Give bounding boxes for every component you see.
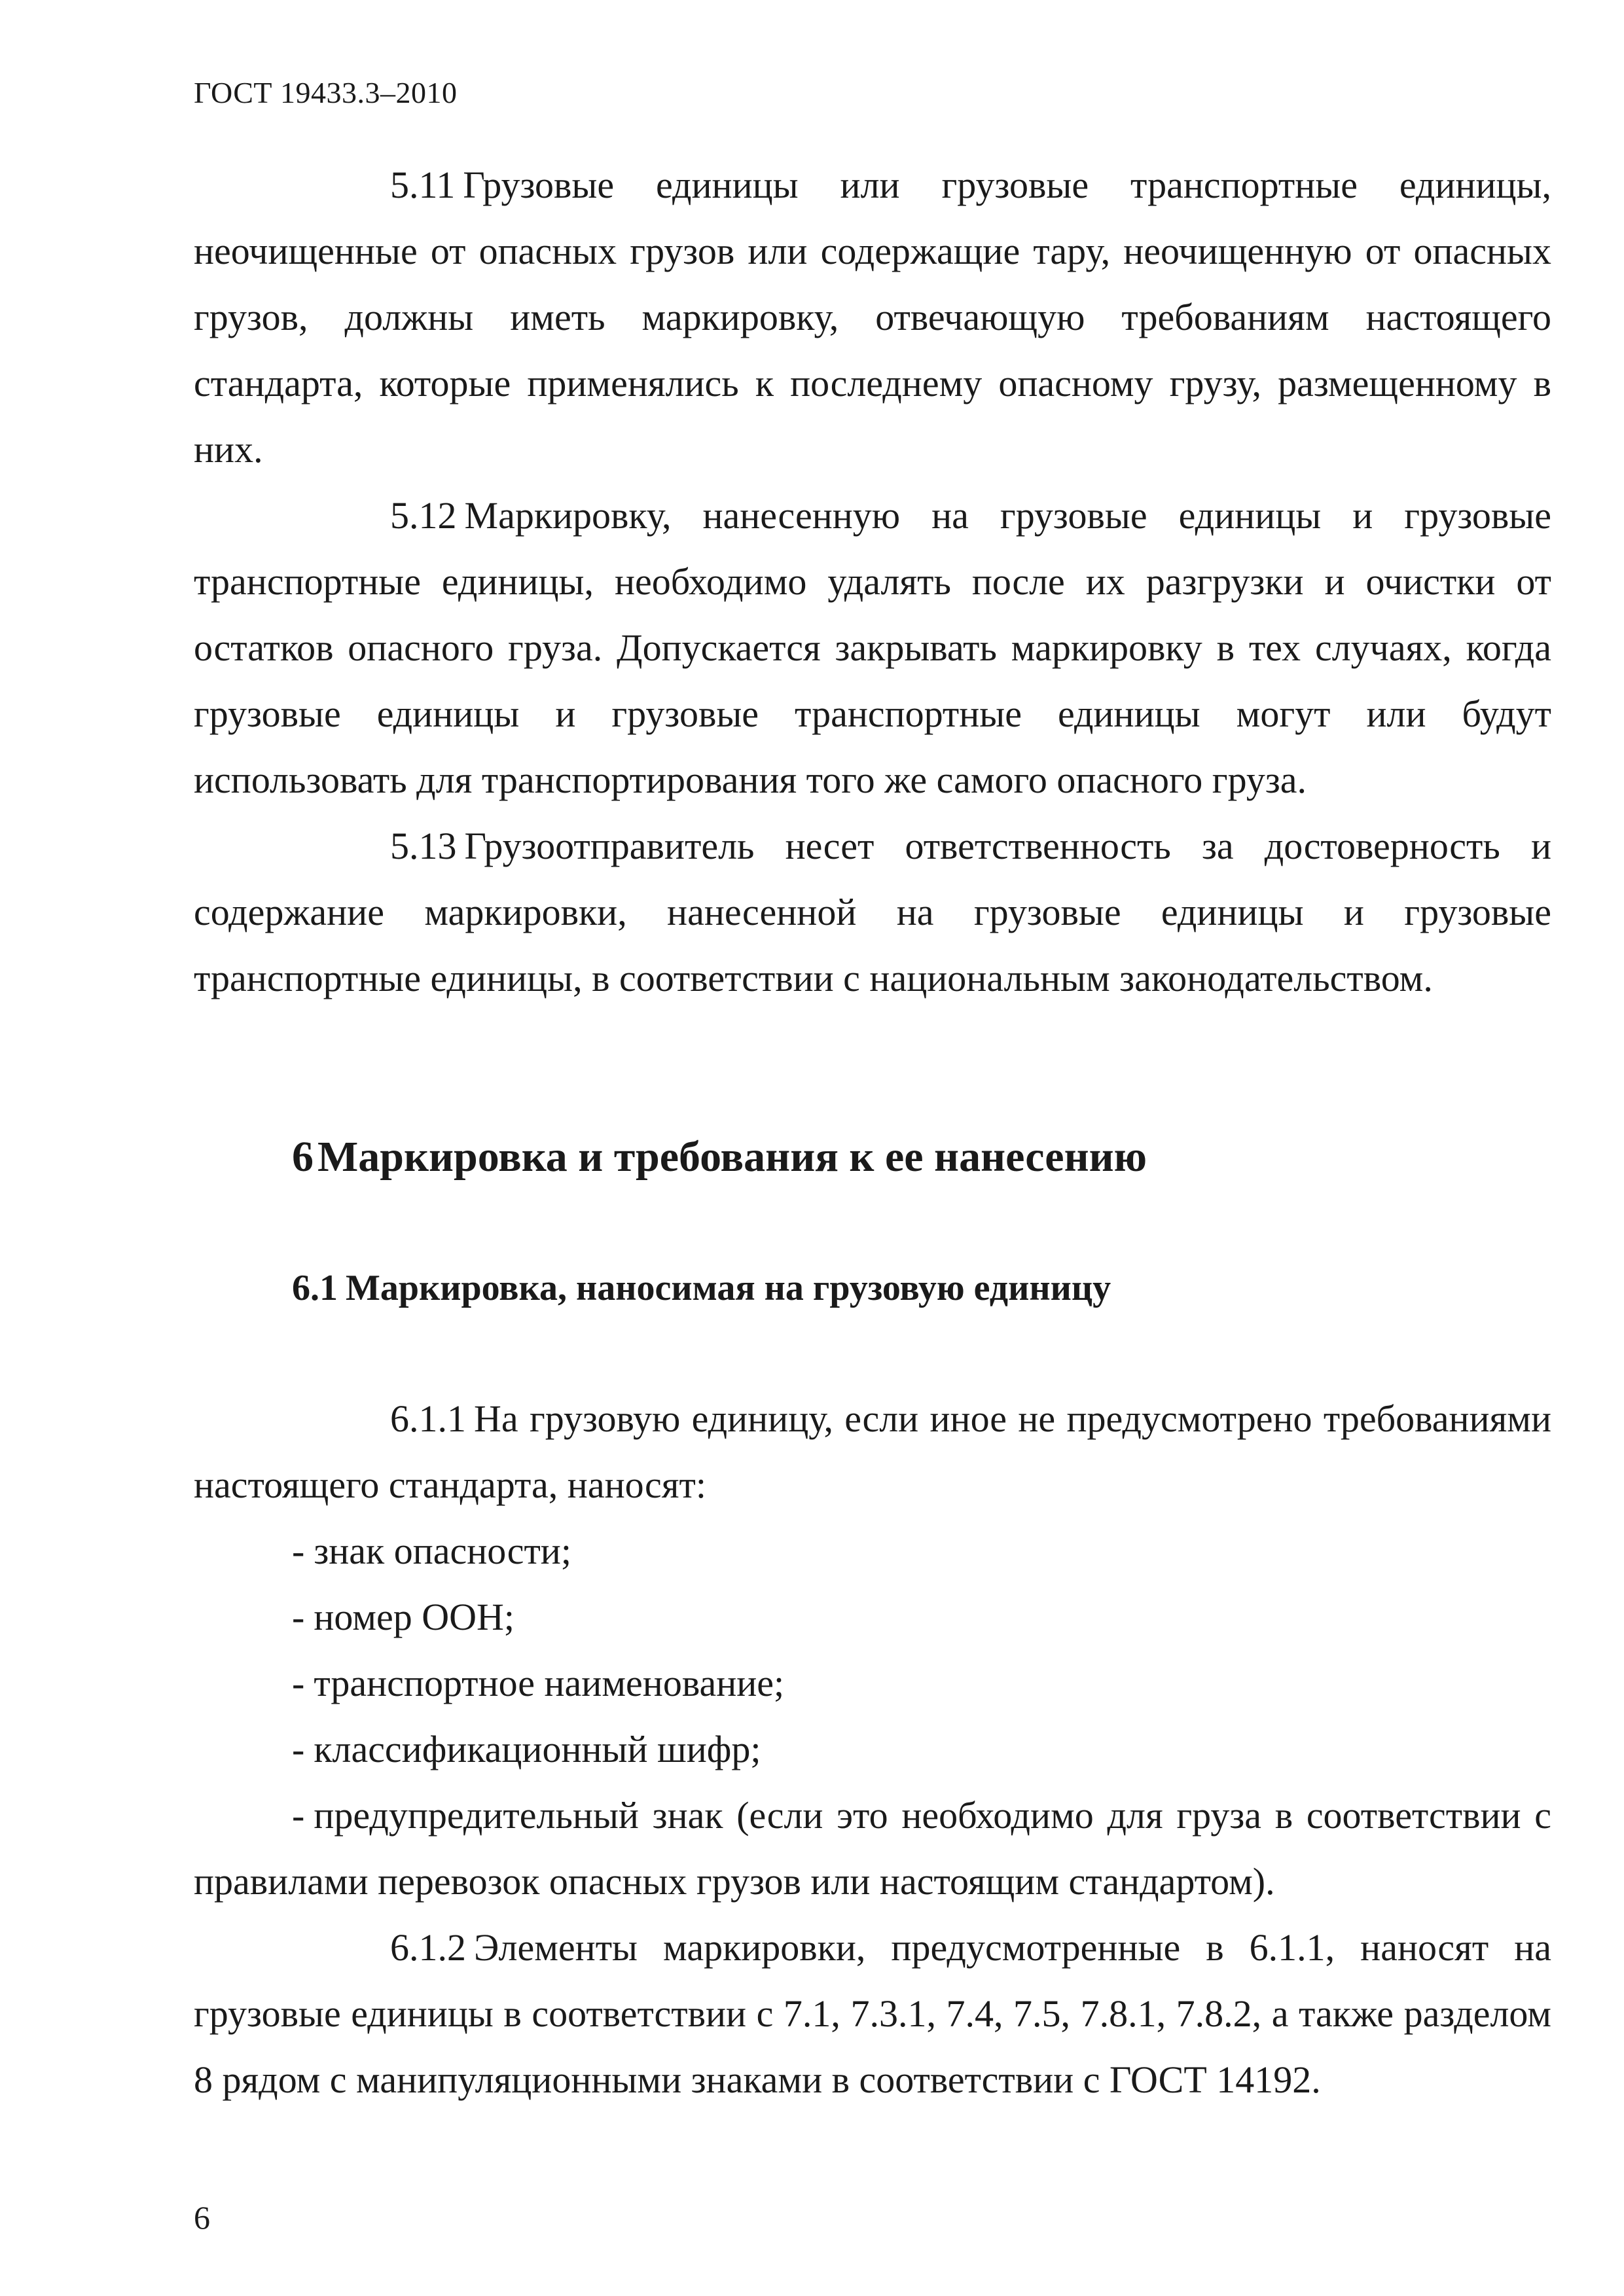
marking-elements-list — [194, 1518, 1551, 1914]
list-item-text: номер ООН; — [314, 1596, 514, 1638]
list-item-text: транспортное наименование; — [314, 1662, 785, 1704]
list-item-text: классификационный шифр; — [314, 1728, 761, 1770]
page-number: 6 — [194, 2199, 210, 2236]
list-marker: - — [292, 1530, 305, 1572]
list-item — [194, 1518, 1551, 1584]
clause-text: Грузоотправитель несет ответственность за достоверность и содержание маркировки, нанесенной на грузовые единицы и грузовые транспортные единицы, в соответствии с национальным законодательством. — [194, 825, 1551, 999]
clause-text: Грузовые единицы или грузовые транспортные единицы, неочищенные от опасных грузов или содержащие тару, неочищенную от опасных грузов, должны иметь маркировку, отвечающую требованиям настоящего стандарта, которые применялись к последнему опасному грузу, размещенному в них. — [194, 164, 1551, 471]
clause-5-11 — [194, 152, 1551, 482]
document-header — [194, 73, 458, 113]
clause-5-13 — [194, 813, 1551, 1011]
page-content — [194, 152, 1551, 2113]
clause-text: На грузовую единицу, если иное не предусмотрено требованиями настоящего стандарта, наносят: — [194, 1397, 1551, 1506]
list-item-text: знак опасности; — [314, 1530, 571, 1572]
standard-code: ГОСТ 19433.3–2010 — [194, 76, 458, 109]
list-item — [194, 1782, 1551, 1914]
clause-6-1-1 — [194, 1386, 1551, 1518]
clause-text: Элементы маркировки, предусмотренные в 6.1.1, наносят на грузовые единицы в соответствии с 7.1, 7.3.1, 7.4, 7.5, 7.8.1, 7.8.2, а также разделом 8 рядом с манипуляционными знаками в соответствии с ГОСТ 14192. — [194, 1926, 1551, 2101]
list-item — [194, 1650, 1551, 1716]
section-number: 6 — [292, 1133, 314, 1181]
clause-6-1-2 — [194, 1914, 1551, 2113]
list-marker: - — [292, 1662, 305, 1704]
clause-number: 6.1.1 — [390, 1397, 466, 1440]
list-marker: - — [292, 1728, 305, 1770]
list-marker: - — [292, 1596, 305, 1638]
subsection-heading — [194, 1255, 1551, 1321]
list-marker: - — [292, 1794, 305, 1837]
list-item — [194, 1584, 1551, 1650]
clause-text: Маркировку, нанесенную на грузовые единицы и грузовые транспортные единицы, необходимо удалять после их разгрузки и очистки от остатков опасного груза. Допускается закрывать маркировку в тех случаях, когда грузовые единицы и грузовые транспортные единицы могут или будут использовать для транспортирования того же самого опасного груза. — [194, 494, 1551, 801]
list-item — [194, 1716, 1551, 1782]
clause-5-12 — [194, 482, 1551, 813]
subsection-number: 6.1 — [292, 1268, 338, 1308]
clause-number: 5.13 — [390, 825, 457, 867]
section-title: Маркировка и требования к ее нанесению — [317, 1133, 1147, 1181]
clause-number: 5.12 — [390, 494, 457, 537]
clause-number: 5.11 — [390, 164, 456, 206]
section-heading — [194, 1124, 1551, 1190]
subsection-title: Маркировка, наносимая на грузовую единицу — [346, 1268, 1111, 1308]
clause-number: 6.1.2 — [390, 1926, 466, 1969]
list-item-text: предупредительный знак (если это необходимо для груза в соответствии с правилами перевозок опасных грузов или настоящим стандартом). — [194, 1794, 1551, 1903]
